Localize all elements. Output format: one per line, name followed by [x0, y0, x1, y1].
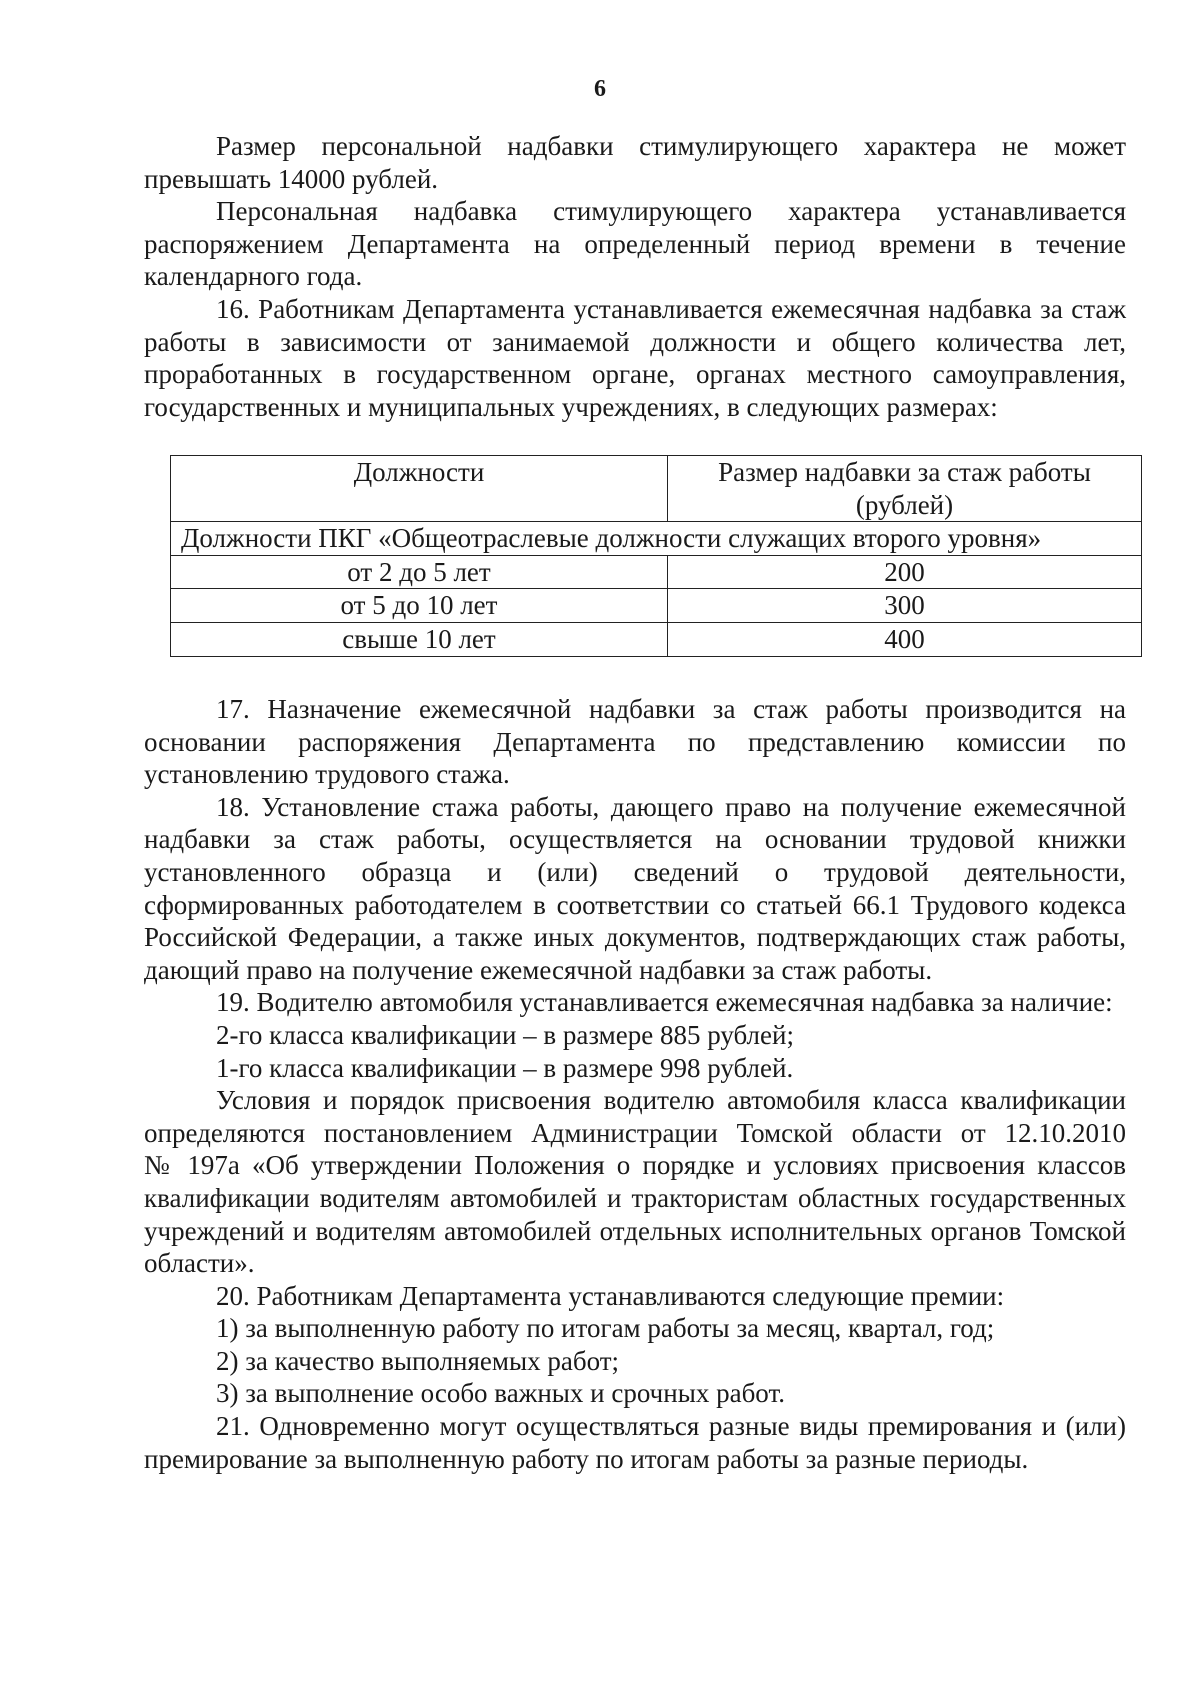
table-header-positions: Должности — [171, 456, 668, 522]
paragraph-conditions — [144, 1084, 1126, 1149]
table-row — [171, 622, 1142, 656]
conditions-text: Условия и порядок присвоения водителю автомобиля класса квалификации определяются постановлением Администрации Томской области от — [144, 1085, 1126, 1148]
paragraph-bonus-limit: Размер персональной надбавки стимулирующего характера не может превышать 14000 рублей. — [144, 131, 1126, 194]
top-text-block — [144, 130, 1126, 423]
table-row — [171, 555, 1142, 589]
table-cell-amount: 400 — [668, 622, 1142, 656]
paragraph-19: 19. Водителю автомобиля устанавливается ежемесячная надбавка за наличие: — [216, 987, 1113, 1018]
paragraph-20-item-3: 3) за выполнение особо важных и срочных работ. — [216, 1378, 785, 1409]
paragraph-18: 18. Установление стажа работы, дающего право на получение ежемесячной надбавки за стаж работы, осуществляется на основании трудовой книжки установленного образца и (или) сведений о трудовой деятельности, сформированных работодателем в соответствии со статьей 66.1 Трудового кодекса Российской Федерации, а также иных документов, подтверждающих стаж работы, дающий право на получение ежемесячной надбавки за стаж работы. — [144, 791, 1126, 985]
table-header-row — [171, 456, 1142, 522]
seniority-bonus-table — [170, 455, 1142, 657]
paragraph-17: 17. Назначение ежемесячной надбавки за стаж работы производится на основании распоряжения Департамента по представлению комиссии по установлению трудового стажа. — [144, 694, 1126, 790]
table-cell-period: свыше 10 лет — [171, 622, 668, 656]
paragraph-resolution: № 197а «Об утверждении Положения о порядке и условиях присвоения классов квалификации водителям автомобилей и трактористам областных государственных учреждений и водителям автомобилей отдельных исполнительных органов Томской области». — [144, 1150, 1126, 1279]
paragraph-class-1: 1-го класса квалификации – в размере 998 рублей. — [216, 1052, 794, 1083]
paragraph-21: 21. Одновременно могут осуществляться разные виды премирования и (или) премирование за выполненную работу по итогам работы за разные периоды. — [144, 1411, 1126, 1474]
table-cell-period: от 2 до 5 лет — [171, 555, 668, 589]
table-cell-amount: 200 — [668, 555, 1142, 589]
table-group-title: Должности ПКГ «Общеотраслевые должности служащих второго уровня» — [171, 522, 1142, 556]
table-header-amount: Размер надбавки за стаж работы (рублей) — [668, 456, 1142, 522]
paragraph-20-item-2: 2) за качество выполняемых работ; — [216, 1345, 620, 1376]
table-cell-amount: 300 — [668, 589, 1142, 623]
bottom-text-block — [144, 693, 1126, 1475]
paragraph-bonus-order: Персональная надбавка стимулирующего характера устанавливается распоряжением Департамента на определенный период времени в течение календарного года. — [144, 196, 1126, 292]
paragraph-class-2: 2-го класса квалификации – в размере 885 рублей; — [216, 1019, 794, 1050]
table-row — [171, 589, 1142, 623]
table-cell-period: от 5 до 10 лет — [171, 589, 668, 623]
paragraph-20: 20. Работникам Департамента устанавливаются следующие премии: — [216, 1280, 1005, 1311]
page-number: 6 — [594, 76, 606, 102]
paragraph-16: 16. Работникам Департамента устанавливается ежемесячная надбавка за стаж работы в зависимости от занимаемой должности и общего количества лет, проработанных в государственном органе, органах местного самоуправления, государственных и муниципальных учреждениях, в следующих размерах: — [144, 293, 1126, 422]
paragraph-20-item-1: 1) за выполненную работу по итогам работы за месяц, квартал, год; — [216, 1313, 995, 1344]
table-group-row — [171, 522, 1142, 556]
conditions-date: 12.10.2010 — [1004, 1117, 1126, 1148]
